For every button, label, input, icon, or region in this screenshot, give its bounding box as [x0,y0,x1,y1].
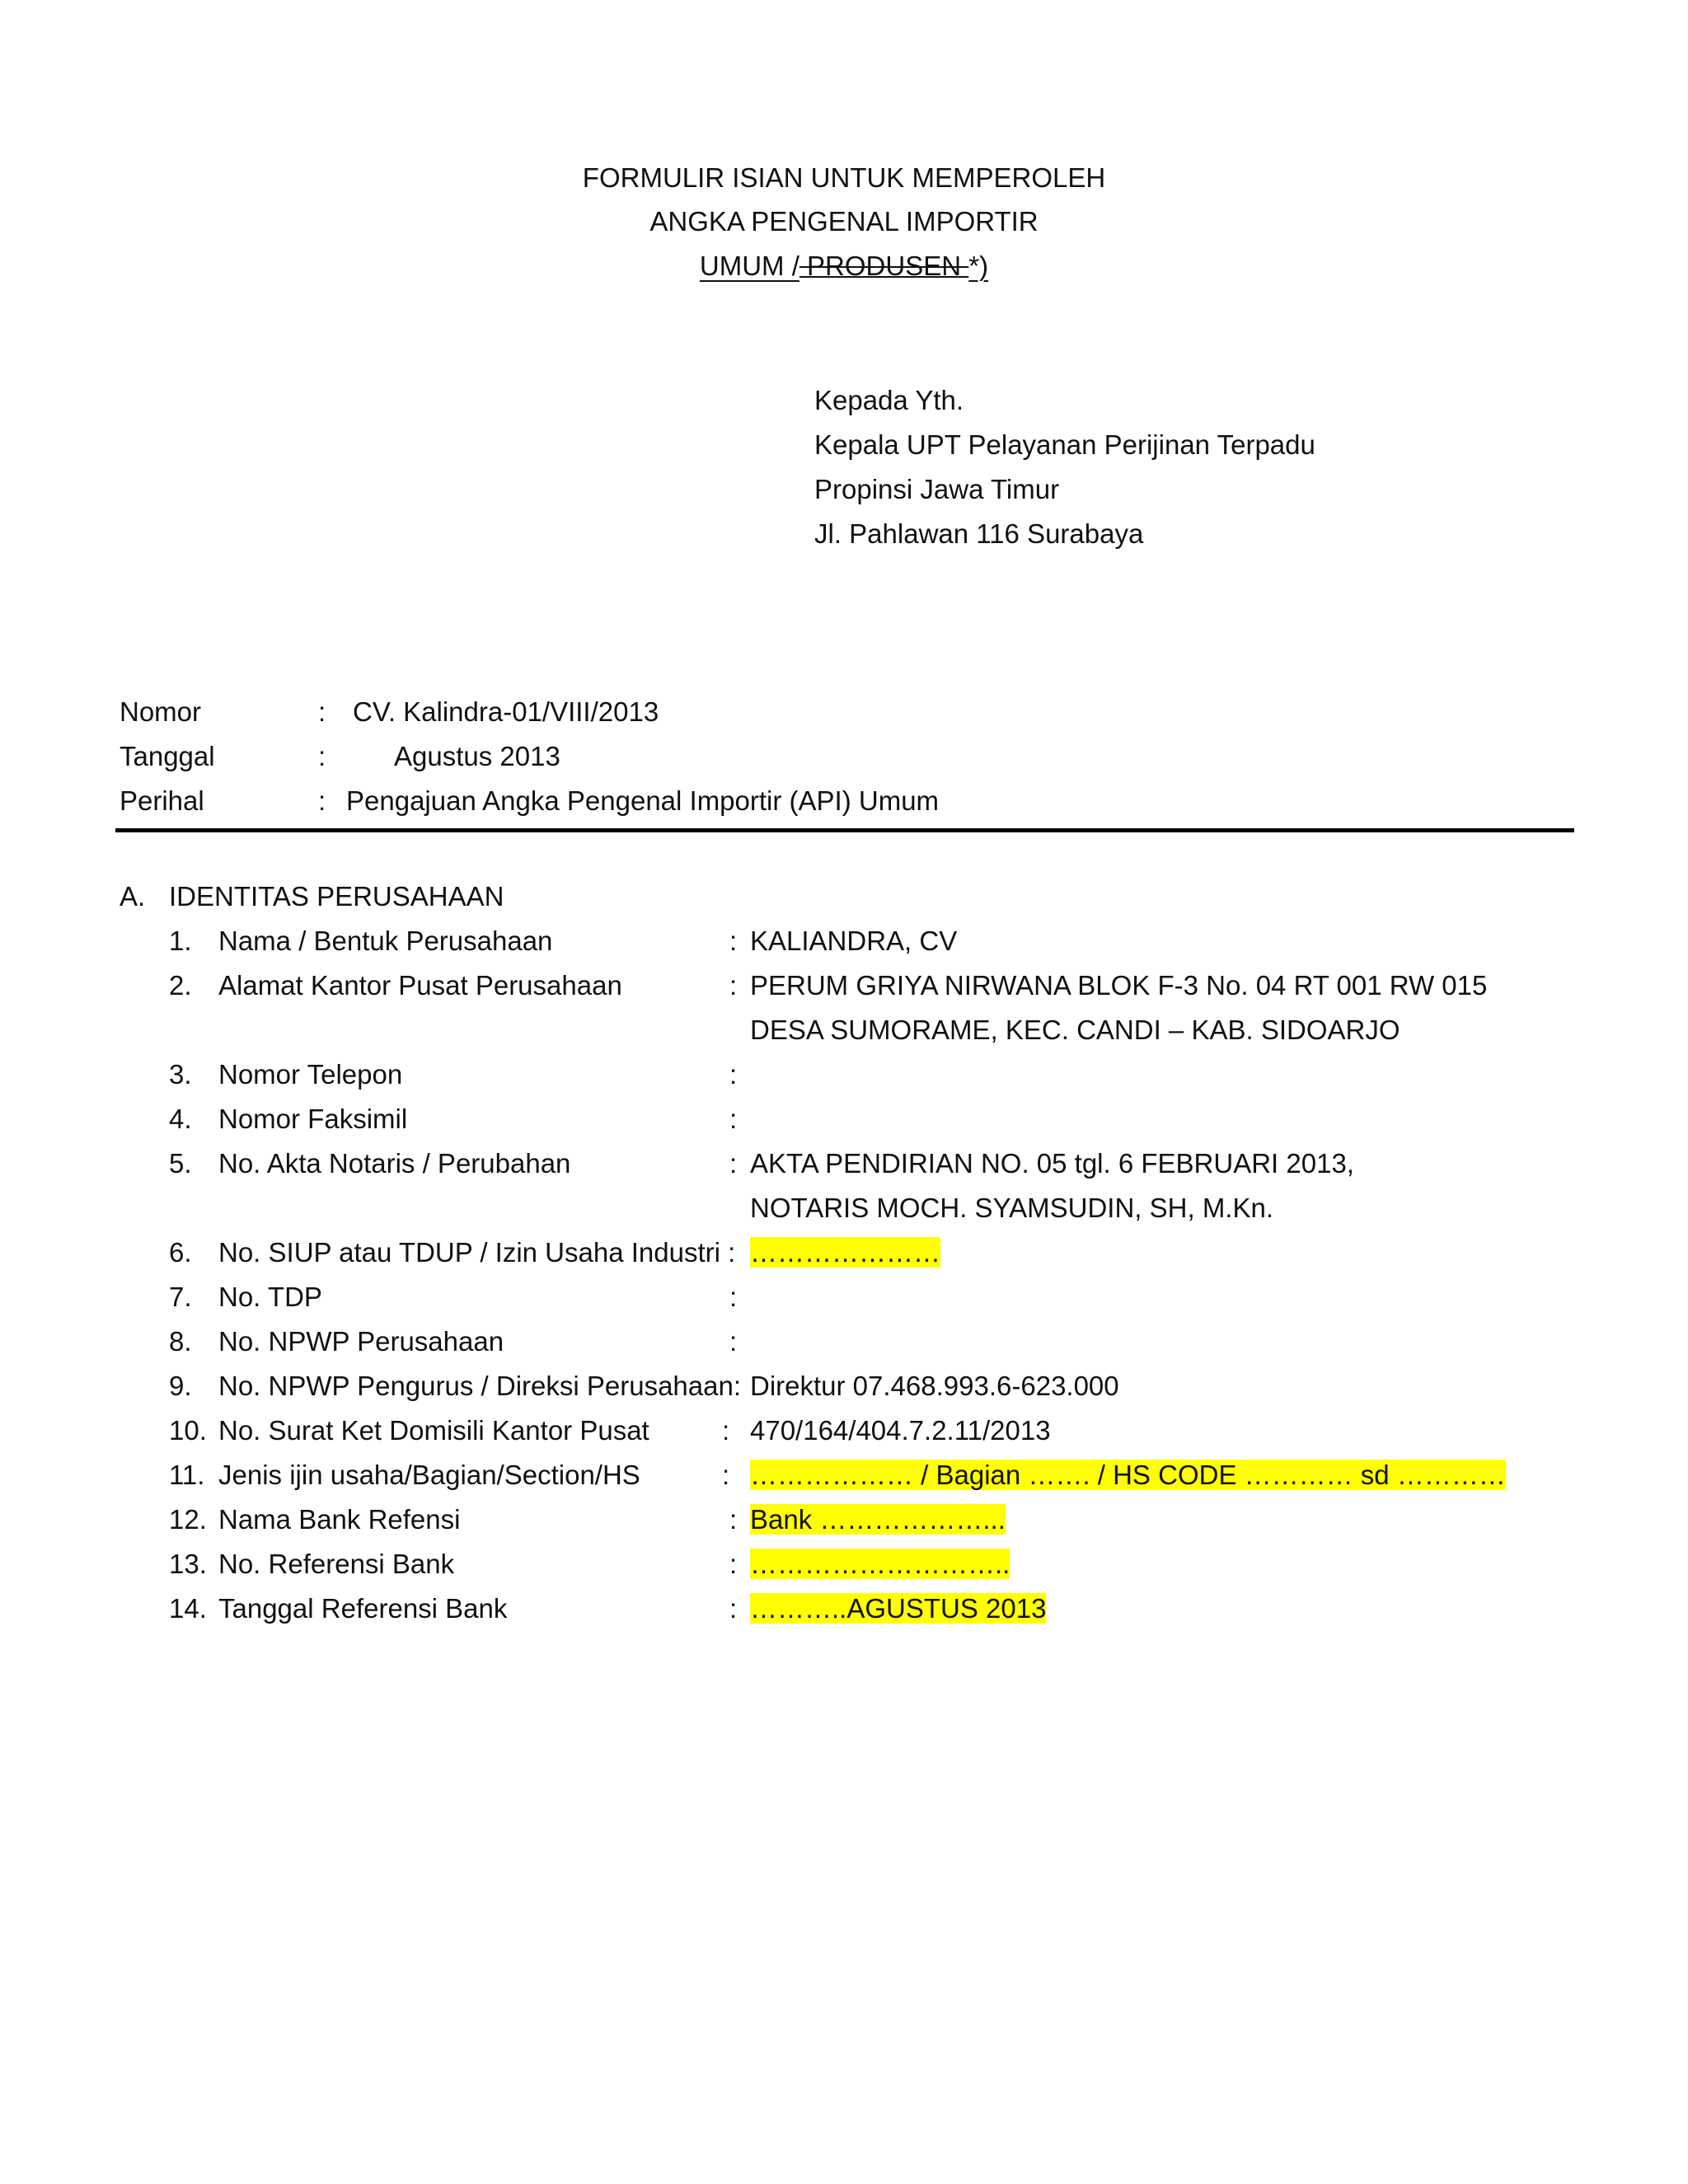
item-label: Nomor Faksimil [218,1104,408,1134]
item-value: KALIANDRA, CV [750,926,958,956]
form-title-line1: FORMULIR ISIAN UNTUK MEMPEROLEH [582,162,1106,193]
item-separator: : [729,1326,738,1357]
item-value [750,1459,1506,1492]
item-number: 2. [169,970,192,1001]
item-separator: : [722,1415,730,1446]
item-number: 8. [169,1326,192,1357]
item-number: 13. [169,1549,207,1579]
tanggal-sep: : [318,741,326,771]
item-separator: : [729,970,738,1001]
item-separator: : [729,1549,738,1579]
item-value-continued: DESA SUMORAME, KEC. CANDI – KAB. SIDOARJO [750,1015,1400,1045]
section-a-letter: A. [120,881,146,912]
highlighted-value: ………………… [750,1237,940,1268]
item-label: No. SIUP atau TDUP / Izin Usaha Industri : [218,1237,736,1268]
item-value: AKTA PENDIRIAN NO. 05 tgl. 6 FEBRUARI 2013, [750,1148,1354,1179]
item-value: PERUM GRIYA NIRWANA BLOK F-3 No. 04 RT 001 RW 015 [750,970,1488,1001]
highlighted-value: Bank ………………... [750,1504,1006,1535]
perihal-label: Perihal [120,785,204,816]
nomor-sep: : [318,696,326,727]
title-umum: UMUM / [699,251,799,281]
item-value-continued: NOTARIS MOCH. SYAMSUDIN, SH, M.Kn. [750,1193,1274,1223]
item-label: No. Referensi Bank [218,1549,455,1579]
item-value [750,1592,1046,1625]
item-separator: : [729,1282,738,1312]
item-separator: : [729,926,738,956]
addressee-line3: Propinsi Jawa Timur [814,474,1060,504]
item-number: 5. [169,1148,192,1179]
highlighted-value: ………..AGUSTUS 2013 [750,1593,1047,1624]
section-a-title: IDENTITAS PERUSAHAAN [169,881,504,912]
perihal-sep: : [318,785,326,816]
tanggal-label: Tanggal [120,741,215,771]
item-separator: : [729,1148,738,1179]
item-separator: : [729,1593,738,1624]
tanggal-value: Agustus 2013 [394,741,560,771]
item-label: Nama / Bentuk Perusahaan [218,926,553,956]
highlighted-value: ……………… / Bagian ……. / HS CODE ………… sd ………… [750,1460,1506,1490]
item-separator: : [729,1104,738,1134]
form-title-line2: ANGKA PENGENAL IMPORTIR [649,206,1039,237]
item-label: Alamat Kantor Pusat Perusahaan [218,970,622,1001]
addressee-line1: Kepada Yth. [814,385,964,415]
item-number: 12. [169,1504,207,1535]
item-number: 10. [169,1415,207,1446]
item-label: No. NPWP Pengurus / Direksi Perusahaan: [218,1371,742,1401]
addressee-line4: Jl. Pahlawan 116 Surabaya [814,518,1144,549]
form-title-line3 [0,250,1688,283]
item-value [750,1236,940,1269]
item-number: 1. [169,926,192,956]
item-number: 14. [169,1593,207,1624]
item-separator: : [729,1504,738,1535]
item-number: 9. [169,1371,192,1401]
item-number: 11. [169,1460,205,1490]
item-number: 7. [169,1282,192,1312]
item-label: No. NPWP Perusahaan [218,1326,504,1357]
title-produsen-struck: PRODUSEN [799,251,969,281]
item-label: No. Surat Ket Domisili Kantor Pusat [218,1415,649,1446]
item-label: No. TDP [218,1282,322,1312]
item-number: 4. [169,1104,192,1134]
item-value: Direktur 07.468.993.6-623.000 [750,1371,1119,1401]
item-label: No. Akta Notaris / Perubahan [218,1148,571,1179]
item-label: Tanggal Referensi Bank [218,1593,508,1624]
highlighted-value: ……………………….. [750,1549,1010,1579]
addressee-line2: Kepala UPT Pelayanan Perijinan Terpadu [814,429,1315,460]
perihal-value: Pengajuan Angka Pengenal Importir (API) Umum [346,785,940,816]
item-value [750,1548,1010,1581]
item-number: 6. [169,1237,192,1268]
item-number: 3. [169,1059,192,1090]
item-separator: : [722,1460,730,1490]
item-label: Jenis ijin usaha/Bagian/Section/HS [218,1460,640,1490]
title-note: *) [968,251,989,281]
nomor-value: CV. Kalindra-01/VIII/2013 [353,696,659,727]
nomor-label: Nomor [120,696,202,727]
horizontal-rule [115,828,1574,832]
item-value [750,1503,1006,1536]
item-separator: : [729,1059,738,1090]
item-label: Nomor Telepon [218,1059,403,1090]
item-value: 470/164/404.7.2.11/2013 [750,1415,1051,1446]
item-label: Nama Bank Refensi [218,1504,461,1535]
